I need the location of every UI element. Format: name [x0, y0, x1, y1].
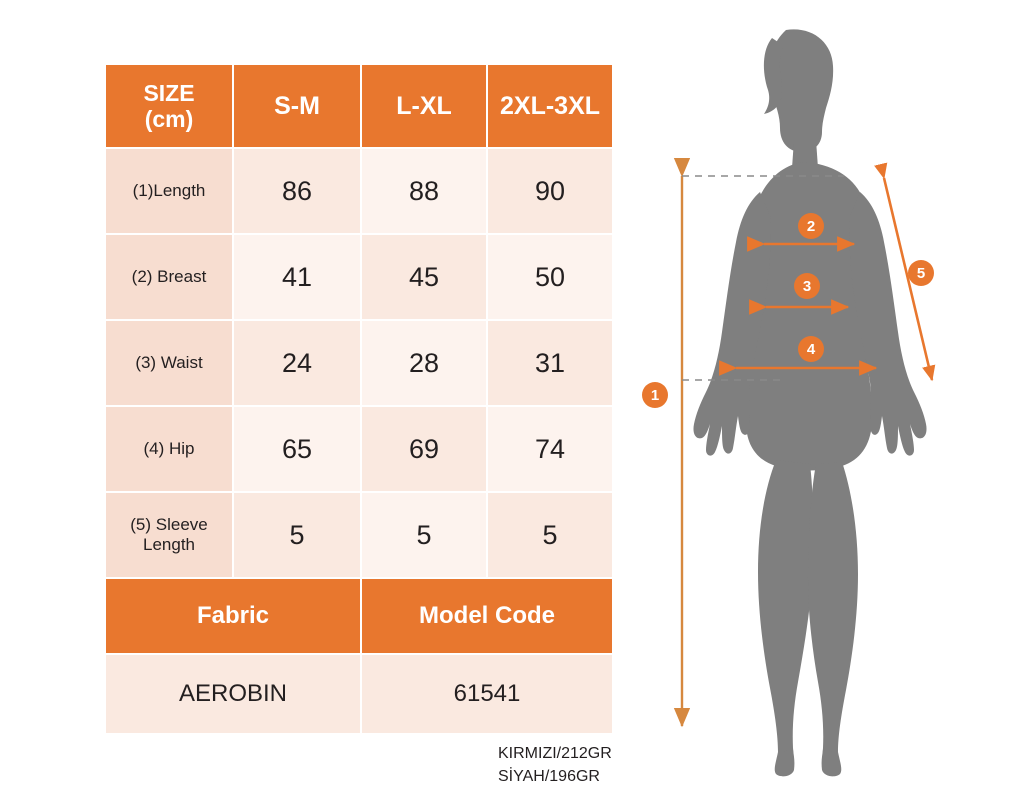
row-label-sleeve-line2: Length	[143, 535, 195, 554]
size-chart-table	[104, 63, 614, 735]
header-col-l-xl: L-XL	[361, 64, 487, 148]
cell-waist-s-m: 24	[233, 320, 361, 406]
footer-header-model-code: Model Code	[361, 578, 613, 654]
footer-header-fabric: Fabric	[105, 578, 361, 654]
row-label-sleeve-line1: (5) Sleeve	[130, 514, 208, 534]
footer-value-model-code: 61541	[361, 654, 613, 734]
header-size-unit: (cm)	[144, 106, 194, 132]
table-row	[105, 234, 613, 320]
female-body-silhouette-icon	[636, 20, 1016, 782]
row-label-sleeve-length	[105, 492, 233, 578]
table-header-row	[105, 64, 613, 148]
measure-badge-5: 5	[908, 260, 934, 286]
table-row	[105, 406, 613, 492]
measure-badge-3: 3	[794, 273, 820, 299]
cell-waist-l-xl: 28	[361, 320, 487, 406]
row-label-breast: (2) Breast	[105, 234, 233, 320]
table-row	[105, 492, 613, 578]
header-size-cell	[105, 64, 233, 148]
cell-hip-l-xl: 69	[361, 406, 487, 492]
row-label-length: (1)Length	[105, 148, 233, 234]
measure-badge-4: 4	[798, 336, 824, 362]
header-size-label: SIZE	[143, 79, 195, 106]
table-row	[105, 320, 613, 406]
header-col-2xl-3xl: 2XL-3XL	[487, 64, 613, 148]
note-line-siyah: SİYAH/196GR	[498, 768, 600, 786]
cell-sleeve-l-xl: 5	[361, 492, 487, 578]
fabric-weight-note	[498, 742, 612, 788]
measurement-figure-panel	[636, 20, 1016, 782]
cell-length-l-xl: 88	[361, 148, 487, 234]
cell-breast-s-m: 41	[233, 234, 361, 320]
table-footer-value-row	[105, 654, 613, 734]
cell-length-s-m: 86	[233, 148, 361, 234]
cell-sleeve-s-m: 5	[233, 492, 361, 578]
cell-breast-l-xl: 45	[361, 234, 487, 320]
row-label-hip: (4) Hip	[105, 406, 233, 492]
cell-hip-s-m: 65	[233, 406, 361, 492]
cell-waist-2xl-3xl: 31	[487, 320, 613, 406]
header-col-s-m: S-M	[233, 64, 361, 148]
cell-length-2xl-3xl: 90	[487, 148, 613, 234]
cell-breast-2xl-3xl: 50	[487, 234, 613, 320]
table-row	[105, 148, 613, 234]
footer-value-fabric: AEROBIN	[105, 654, 361, 734]
measure-badge-1: 1	[642, 382, 668, 408]
note-line-kirmizi: KIRMIZI/212GR	[498, 745, 612, 762]
cell-sleeve-2xl-3xl: 5	[487, 492, 613, 578]
table-footer-header-row	[105, 578, 613, 654]
cell-hip-2xl-3xl: 74	[487, 406, 613, 492]
measure-badge-2: 2	[798, 213, 824, 239]
row-label-waist: (3) Waist	[105, 320, 233, 406]
